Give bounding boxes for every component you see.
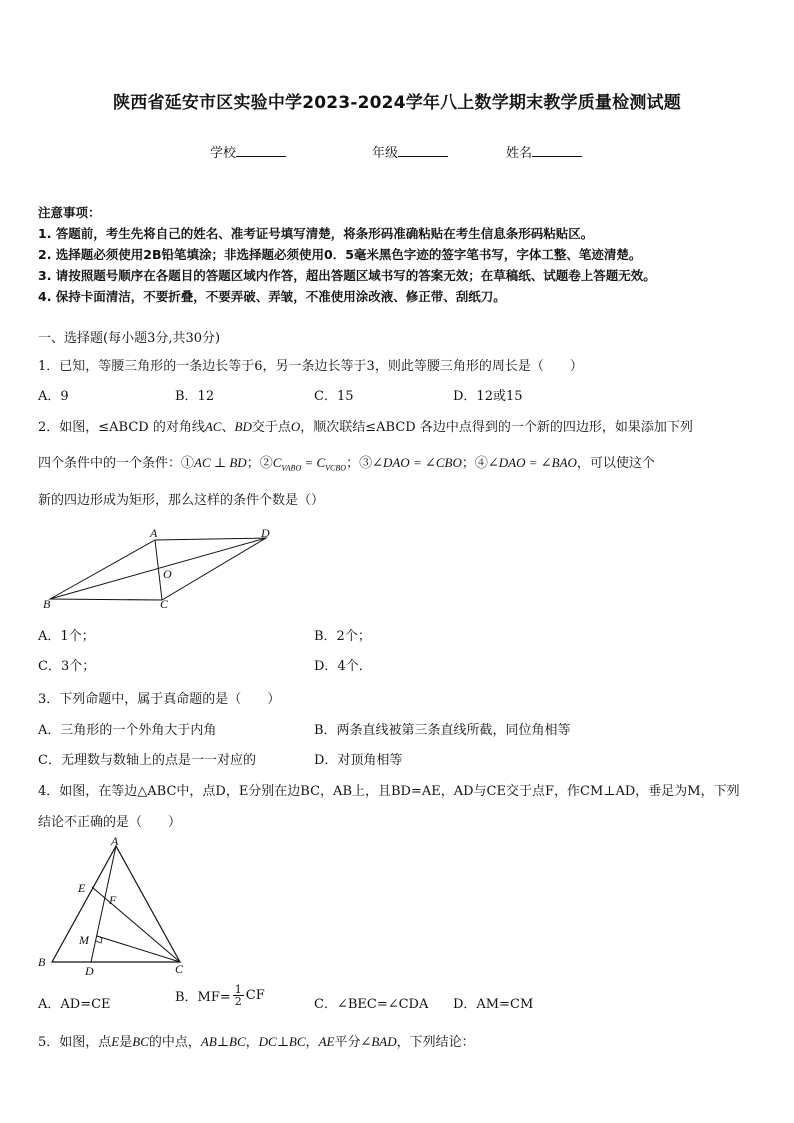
label-a: A — [150, 526, 158, 540]
question-3-stem: 3．下列命题中，属于真命题的是（ ） — [38, 692, 281, 707]
q1-option-b: B．12 — [175, 389, 215, 404]
q2-option-d: D．4个． — [314, 659, 372, 674]
question-4-line-2: 结论不正确的是（ ） — [38, 815, 182, 830]
q2-option-a: A．1个； — [38, 629, 95, 644]
q2-sub: VCBO — [325, 463, 347, 473]
q2-c: C — [316, 455, 326, 470]
q2-eq: = — [301, 455, 317, 470]
q1-option-a: A．9 — [38, 389, 69, 404]
note-item-3: 3. 请按照题号顺序在各题目的答题区域内作答，超出答题区域书写的答案无效；在草稿纸、试题卷上答题无效。 — [38, 268, 656, 283]
q2-condition-4: ∠DAO = ∠BAO — [487, 455, 577, 470]
q5-text: 平分 — [334, 1035, 361, 1050]
q4-option-a: A．AD=CE — [38, 997, 111, 1012]
q4-triangle-figure — [34, 836, 199, 978]
school-field — [210, 142, 286, 161]
q5-text: ， — [305, 1035, 319, 1050]
label-b: B — [43, 597, 51, 610]
fraction-denominator: 2 — [234, 995, 242, 1008]
q4-option-d: D．AM=CM — [453, 997, 534, 1012]
q5-text: 的中点， — [148, 1035, 201, 1050]
q2-text: ；③ — [346, 456, 373, 471]
q3-option-c: C．无理数与数轴上的点是一一对应的 — [38, 753, 256, 768]
q5-angle-bad: ∠BAD — [360, 1034, 397, 1049]
segment-ce — [92, 887, 180, 962]
section-heading: 一、选择题(每小题3分,共30分) — [38, 331, 221, 346]
label-b: B — [38, 955, 46, 969]
q2-condition-1: AC ⊥ BD — [194, 455, 247, 470]
q2-text: 四个条件中的一个条件：① — [38, 456, 195, 471]
q2-sep: 、 — [221, 420, 235, 435]
diagonal-ac — [155, 540, 162, 600]
q5-text: 是 — [119, 1035, 133, 1050]
q5-text: ， — [245, 1035, 259, 1050]
label-m: M — [79, 933, 89, 947]
question-2-line-2 — [38, 452, 655, 473]
grade-field — [372, 142, 448, 161]
page-title: 陕西省延安市区实验中学2023-2024学年八上数学期末教学质量检测试题 — [113, 93, 681, 113]
q2-text: 2．如图，≤ABCD 的对角线 — [38, 420, 205, 435]
fraction — [233, 984, 244, 1007]
label-c: C — [175, 962, 184, 976]
notes-heading: 注意事项： — [38, 205, 101, 220]
label-o: O — [163, 567, 172, 581]
q5-condition-1: AB⊥BC — [200, 1034, 246, 1049]
q4-optb-text: B．MF= — [175, 990, 231, 1005]
label-d: D — [85, 964, 94, 978]
question-2-line-1 — [38, 416, 693, 435]
q2-text: ，可以使这个 — [576, 456, 655, 471]
q2-condition-3: ∠DAO = ∠CBO — [372, 455, 462, 470]
q1-option-d: D．12或15 — [453, 389, 523, 404]
q2-ac: AC — [204, 419, 222, 434]
q2-text: ，顺次联结≤ABCD 各边中点得到的一个新的四边形，如果添加下列 — [300, 420, 693, 435]
name-blank — [532, 144, 582, 157]
q5-text: ，下列结论： — [396, 1035, 475, 1050]
label-d: D — [261, 526, 270, 540]
note-item-1: 1. 答题前，考生先将自己的姓名、准考证号填写清楚，将条形码准确粘贴在考生信息条形码粘贴区。 — [38, 226, 594, 241]
label-c: C — [160, 597, 169, 610]
grade-blank — [398, 144, 448, 157]
q2-bd: BD — [234, 419, 252, 434]
q5-ae: AE — [318, 1034, 335, 1049]
question-2-line-3: 新的四边形成为矩形，那么这样的条件个数是（） — [38, 493, 325, 508]
fraction-numerator: 1 — [234, 983, 242, 996]
q3-option-d: D．对顶角相等 — [314, 753, 403, 768]
q5-text: 5．如图，点 — [38, 1035, 112, 1050]
school-blank — [236, 144, 286, 157]
q2-text: 交于点 — [251, 420, 291, 435]
q4-optb-text: CF — [245, 988, 265, 1003]
q5-condition-2: DC⊥BC — [258, 1034, 306, 1049]
q2-sub: VABO — [281, 463, 302, 473]
note-item-2: 2. 选择题必须使用2B铅笔填涂；非选择题必须使用0．5毫米黑色字迹的签字笔书写，字体工整、笔迹清楚。 — [38, 247, 642, 262]
q1-option-c: C．15 — [314, 389, 354, 404]
question-5-stem — [38, 1031, 475, 1050]
q2-c: C — [272, 455, 282, 470]
q4-option-c: C．∠BEC=∠CDA — [314, 997, 429, 1012]
label-a: A — [111, 836, 119, 848]
q2-o: O — [290, 419, 301, 434]
label-e: E — [78, 881, 86, 895]
q3-option-b: B．两条直线被第三条直线所截，同位角相等 — [314, 723, 571, 738]
q2-option-c: C．3个； — [38, 659, 96, 674]
name-field — [506, 142, 582, 161]
q2-option-b: B．2个； — [314, 629, 371, 644]
q2-condition-2 — [272, 455, 347, 473]
q5-e: E — [111, 1034, 120, 1049]
q3-option-a: A．三角形的一个外角大于内角 — [38, 723, 217, 738]
grade-label: 年级 — [372, 146, 399, 161]
q2-text: ；④ — [461, 456, 488, 471]
question-1-stem: 1．已知，等腰三角形的一条边长等于6，另一条边长等于3，则此等腰三角形的周长是（ ） — [38, 359, 583, 374]
school-label: 学校 — [210, 146, 237, 161]
label-f: F — [109, 893, 117, 907]
q4-option-b — [175, 984, 265, 1007]
q2-text: ；② — [246, 456, 273, 471]
note-item-4: 4. 保持卡面清洁，不要折叠，不要弄破、弄皱，不准使用涂改液、修正带、刮纸刀。 — [38, 289, 506, 304]
q5-bc: BC — [132, 1034, 149, 1049]
name-label: 姓名 — [506, 146, 533, 161]
question-4-line-1: 4．如图，在等边△ABC中，点D，E分别在边BC，AB上，且BD=AE，AD与CE交于点F，作CM⊥AD，垂足为M，下列 — [38, 784, 740, 799]
q2-parallelogram-figure — [40, 525, 280, 610]
